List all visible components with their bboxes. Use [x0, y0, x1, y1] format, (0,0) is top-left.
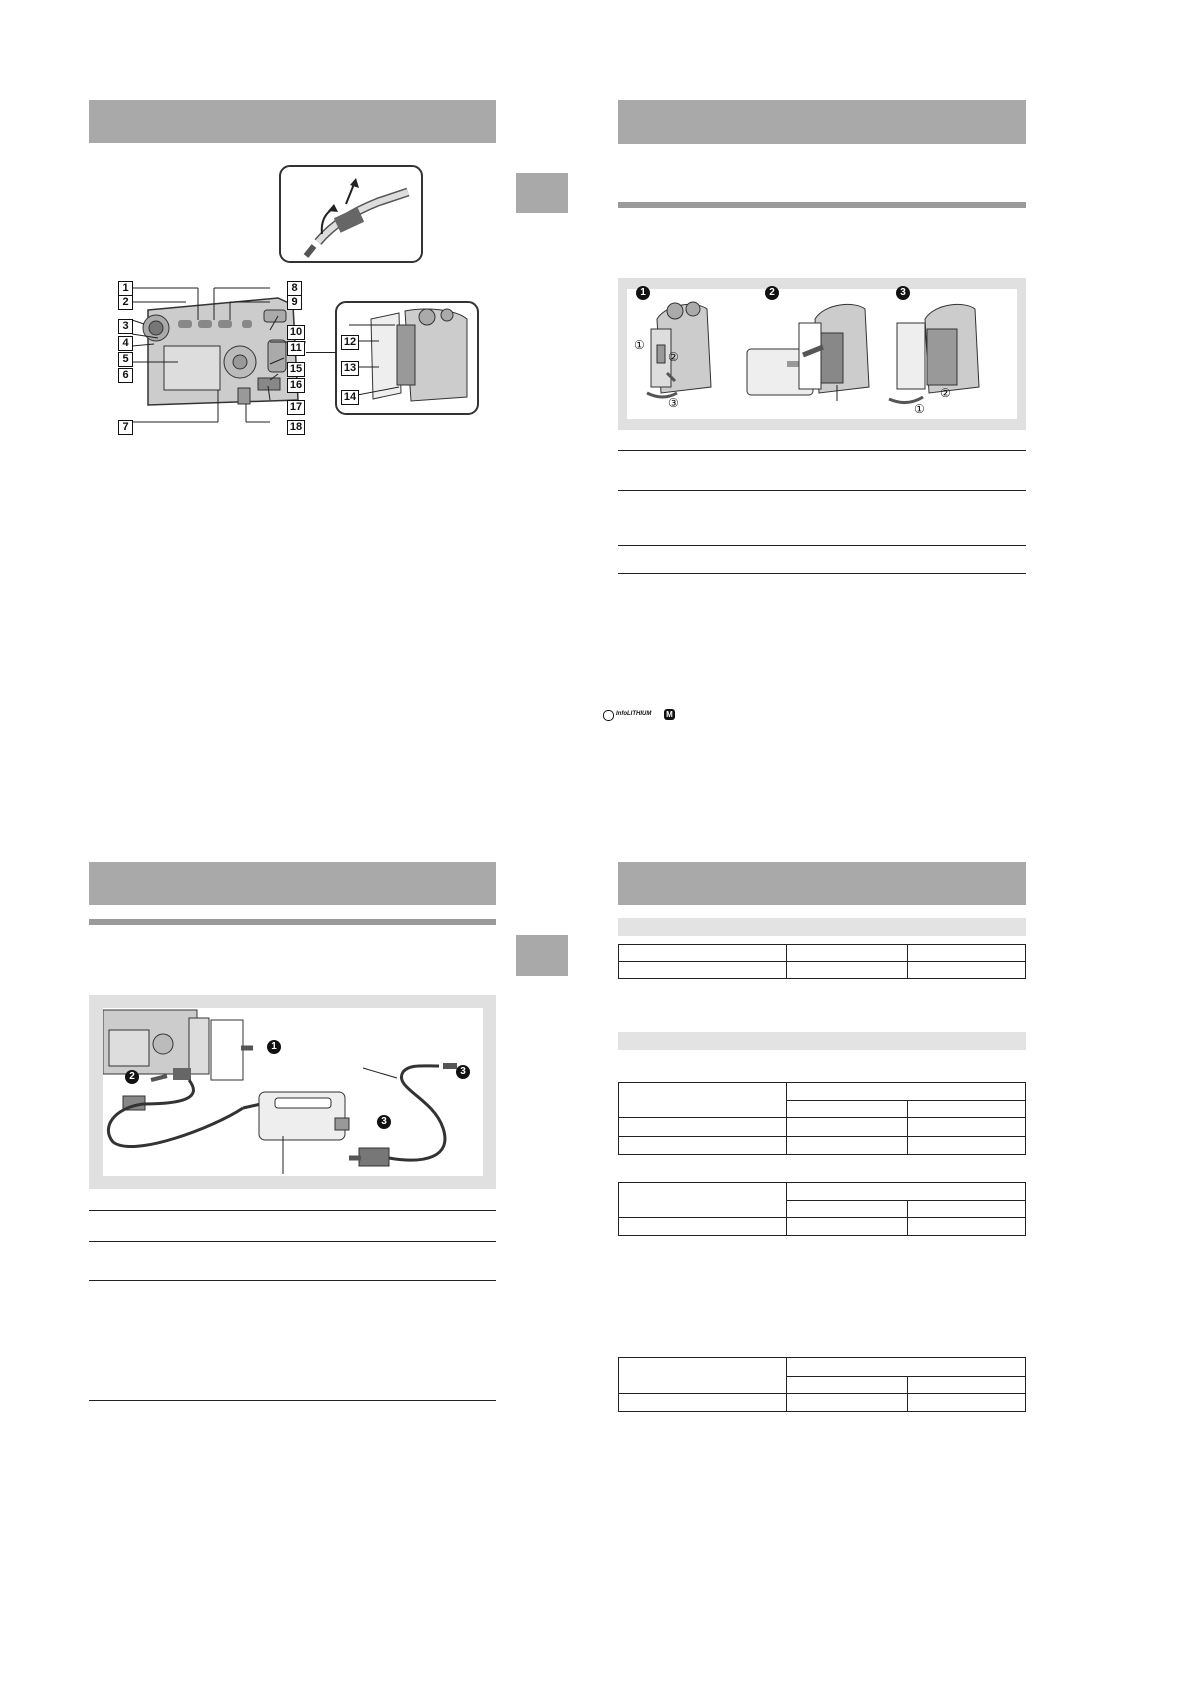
- rule-lb-2: [89, 1241, 496, 1242]
- callout-12: 12: [341, 335, 359, 350]
- rule-rt-1: [618, 450, 1026, 451]
- callout-15: 15: [287, 362, 305, 377]
- step-badge-1: 1: [636, 286, 650, 300]
- section-header-left-bottom: [89, 862, 496, 905]
- rule-lb-4: [89, 1400, 496, 1401]
- circled-1a: ①: [634, 338, 645, 352]
- ac-adaptor-figure: [89, 995, 496, 1189]
- step-badge-b1: 1: [267, 1040, 281, 1054]
- step-badge-3: 3: [896, 286, 910, 300]
- m-badge-icon: M: [664, 709, 675, 720]
- section-header-left-top: [89, 100, 496, 143]
- circled-3a: ③: [668, 396, 679, 410]
- step-badge-2: 2: [765, 286, 779, 300]
- battery-install-figure: [618, 278, 1026, 430]
- circled-1b: ①: [914, 402, 925, 416]
- callout-4: 4: [118, 336, 133, 351]
- infolithium-logo: [603, 709, 673, 721]
- rule-lb-1: [89, 1210, 496, 1211]
- callout-17: 17: [287, 400, 305, 415]
- subheading-band-2: [618, 1032, 1026, 1050]
- callout-5: 5: [118, 352, 133, 367]
- side-tab-bottom: [516, 935, 568, 976]
- callout-2: 2: [118, 295, 133, 310]
- strap-illustration: [278, 164, 424, 264]
- callout-18: 18: [287, 420, 305, 435]
- callout-11: 11: [287, 341, 305, 356]
- spec-table-1: [618, 944, 1026, 979]
- callout-9: 9: [287, 295, 302, 310]
- infolithium-text: InfoLITHIUM: [616, 711, 652, 717]
- spec-table-3: [618, 1182, 1026, 1236]
- subsection-rule-right-top: [618, 202, 1026, 208]
- step-badge-b3a: 3: [456, 1065, 470, 1079]
- step-badge-b2: 2: [125, 1070, 139, 1084]
- section-header-right-bottom: [618, 862, 1026, 905]
- subheading-band-1: [618, 918, 1026, 936]
- callout-7: 7: [118, 420, 133, 435]
- callout-8: 8: [287, 281, 302, 296]
- callout-10: 10: [287, 325, 305, 340]
- section-header-right-top: [618, 100, 1026, 144]
- circled-2a: ②: [668, 350, 679, 364]
- step-badge-b3b: 3: [377, 1115, 391, 1129]
- callout-16: 16: [287, 378, 305, 393]
- spec-table-4: [618, 1357, 1026, 1412]
- callout-13: 13: [341, 361, 359, 376]
- callout-1: 1: [118, 281, 133, 296]
- side-tab-top: [516, 173, 568, 213]
- circled-2b: ②: [940, 386, 951, 400]
- subsection-rule-left-bottom: [89, 919, 496, 925]
- rule-lb-3: [89, 1280, 496, 1281]
- rule-rt-2: [618, 490, 1026, 491]
- spec-table-2: [618, 1082, 1026, 1155]
- inset-connector-line: [306, 352, 336, 353]
- callout-6: 6: [118, 368, 133, 383]
- rule-rt-3: [618, 545, 1026, 546]
- rule-rt-4: [618, 573, 1026, 574]
- callout-3: 3: [118, 319, 133, 334]
- callout-14: 14: [341, 390, 359, 405]
